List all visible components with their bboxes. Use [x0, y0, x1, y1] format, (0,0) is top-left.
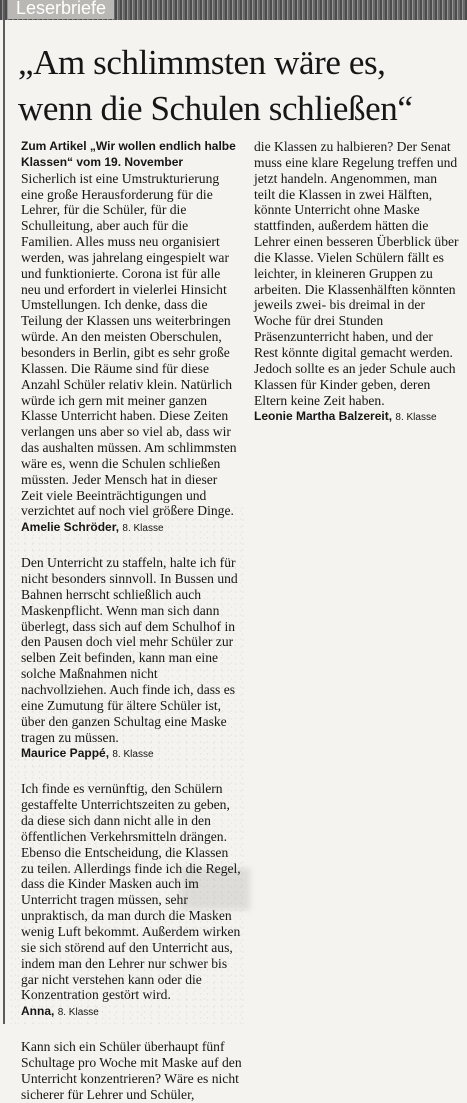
letter-text: Den Unterricht zu staffeln, halte ich für nicht besonders sinnvoll. In Bussen und Bahnen herrscht schließlich auch Maskenpflicht. Wenn man sich dann überlegt, dass sich auf dem Schulhof in den Pausen doch viel mehr Schüler zur selben Zeit befinden, kann man eine solche Maßnahmen nicht nachvollziehen. Auch finde ich, dass es eine Zumutung für ältere Schüler ist, über den ganzen Schultag eine Maske tragen zu müssen.: [21, 555, 238, 745]
headline-line-1: „Am schlimmsten wäre es,: [18, 43, 386, 82]
headline: [18, 40, 458, 132]
letter-text: die Klassen zu halbieren? Der Senat muss eine klare Regelung treffen und jetzt handeln. Angenommen, man teilt die Klassen in zwei Hälften, könnte Unterricht ohne Maske stattfinden, außerdem hätten die Lehrer einen besseren Überblick über die Klasse. Vielen Schülern fällt es leichter, in kleineren Gruppen zu arbeiten. Die Klassenhälften könnten jeweils zwei- bis dreimal in der Woche für drei Stunden Präsenzunterricht haben, und der Rest könnte digital gemacht werden. Jedoch sollte es an jeder Schule auch Klassen für Kinder geben, deren Eltern keine Zeit haben.: [254, 139, 459, 408]
author-grade: 8. Klasse: [57, 1007, 99, 1019]
author-grade: 8. Klasse: [112, 749, 154, 761]
column-right: [254, 139, 460, 426]
column-left: [21, 139, 242, 1103]
article-reference: Zum Artikel „Wir wollen endlich halbe Klassen“ vom 19. November: [21, 139, 236, 169]
author-name: Anna,: [21, 1004, 55, 1019]
letter-1: [21, 139, 242, 537]
rubric-label: Leserbriefe: [8, 0, 114, 19]
letter-text: Sicherlich ist eine Umstrukturierung eine große Herausforderung für die Lehrer, für die Schüler, für die Schulleitung, aber auch für die Familien. Alles muss neu organisiert werden, was jahrelang eingespielt war und funktionierte. Corona ist für alle neu und erfordert in vielerlei Hinsicht Umstellungen. Ich denke, dass die Teilung der Klassen uns weiterbringen würde. An den meisten Oberschulen, besonders in Berlin, gibt es sehr große Klassen. Die Räume sind für diese Anzahl Schüler relativ klein. Natürlich würde ich gern mit meiner ganzen Klasse Unterricht haben. Diese Zeiten verlangen uns aber so viel ab, dass wir das aushalten müssen. Am schlimmsten wäre es, wenn die Schulen schließen müssten. Jeder Mensch hat in dieser Zeit viele Beeinträchtigungen und verzichtet auf noch viel größere Dinge.: [21, 170, 237, 519]
author-name: Leonie Martha Balzereit,: [254, 409, 393, 424]
letter-text: Kann sich ein Schüler überhaupt fünf Schultage pro Woche mit Maske auf den Unterricht konzentrieren? Wäre es nicht sicherer für Lehrer und Schüler,: [21, 1039, 242, 1102]
letter-4-end: [254, 139, 460, 426]
headline-line-2: wenn die Schulen schließen“: [18, 89, 413, 128]
letter-signature: [21, 745, 242, 763]
letter-signature: [21, 1003, 242, 1021]
letter-signature: [21, 519, 242, 537]
author-grade: 8. Klasse: [122, 523, 164, 535]
page-edge-rule: [3, 0, 5, 1024]
author-name: Amelie Schröder,: [21, 520, 120, 535]
letter-2: [21, 555, 242, 763]
author-grade: 8. Klasse: [395, 412, 437, 424]
letter-signature: [254, 408, 460, 426]
author-name: Maurice Pappé,: [21, 746, 110, 761]
letter-4-start: [21, 1039, 242, 1102]
letter-3: [21, 781, 242, 1021]
letter-text: Ich finde es vernünftig, den Schülern gestaffelte Unterrichtszeiten zu geben, da diese sich dann nicht alle in den öffentlichen Verkehrsmitteln drängen. Ebenso die Entscheidung, die Klassen zu teilen. Allerdings finde ich die Regel, dass die Kinder Masken auch im Unterricht tragen müssen, sehr unpraktisch, da man durch die Masken wenig Luft bekommt. Außerdem wirken sie sich störend auf den Unterricht aus, indem man den Lehrer nur schwer bis gar nicht verstehen kann oder die Konzentration gestört wird.: [21, 781, 241, 1003]
